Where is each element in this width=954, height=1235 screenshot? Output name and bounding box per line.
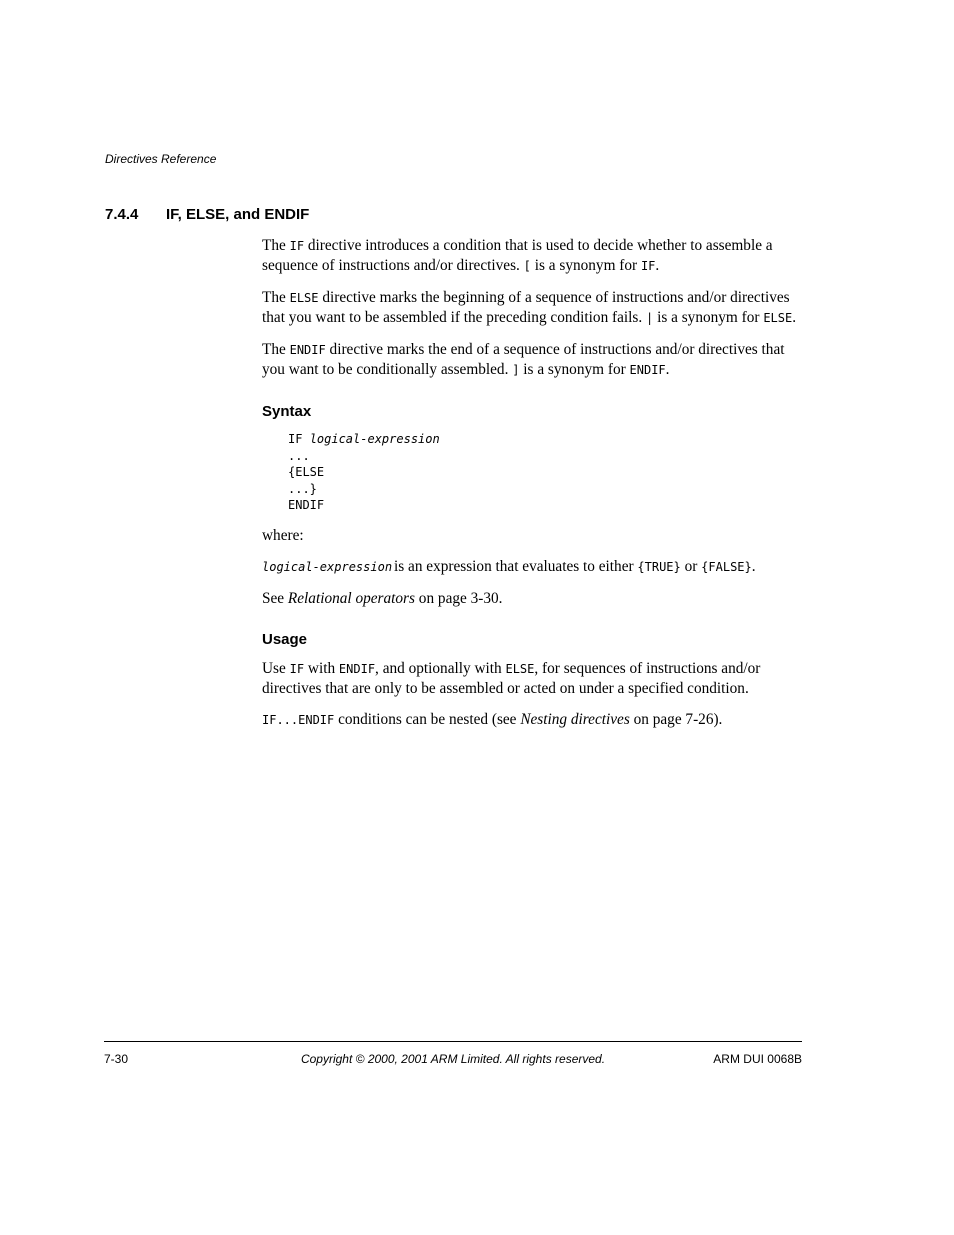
endif-description: The ENDIF directive marks the end of a sequence of instructions and/or directives that you want to be conditionally assembled. ] is a synonym for ENDIF. (262, 341, 785, 378)
syntax-code-block (288, 431, 807, 514)
usage-description: Use IF with ENDIF, and optionally with ELSE, for sequences of instructions and/or directives that are only to be assembled or acted on under a specified condition. (262, 659, 761, 697)
usage-heading: Usage (262, 630, 308, 648)
document-id: ARM DUI 0068B (713, 1052, 802, 1066)
syntax-heading: Syntax (262, 403, 312, 420)
section-heading (105, 206, 309, 223)
if-description: The IF directive introduces a condition that is used to decide whether to assemble a sequence of instructions and/or directives. [ is a synonym for IF. (262, 237, 773, 274)
running-header: Directives Reference (105, 152, 217, 166)
parameter-definition: logical-expression is an expression that evaluates to either {TRUE} or {FALSE}. (262, 557, 756, 575)
code-line-endif: ENDIF (288, 498, 325, 512)
copyright-notice: Copyright © 2000, 2001 ARM Limited. All rights reserved. (300, 1052, 606, 1066)
section-body (262, 236, 807, 742)
section-number: 7.4.4 (105, 206, 139, 223)
code-line-ellipsis: ... (288, 448, 310, 463)
nesting-note: IF...ENDIF conditions can be nested (see Nesting directives on page 7-26). (262, 710, 723, 728)
code-line-ellipsis-close: ...} (288, 481, 317, 496)
see-reference: See Relational operators on page 3-30. (262, 589, 503, 607)
relational-operators-link[interactable]: Relational operators (287, 589, 415, 607)
code-line-else: {ELSE (288, 465, 325, 479)
code-line-if: IF logical-expression (288, 432, 440, 446)
where-label: where: (262, 526, 304, 544)
footer-rule (104, 1041, 802, 1042)
parameter-term: logical-expression (262, 559, 393, 574)
else-description: The ELSE directive marks the beginning of a sequence of instructions and/or directives that you want to be assembled if the preceding condition fails. | is a synonym for ELSE. (262, 289, 797, 326)
page-number: 7-30 (104, 1052, 129, 1066)
section-title: IF, ELSE, and ENDIF (166, 206, 310, 223)
nesting-directives-link[interactable]: Nesting directives (520, 710, 630, 728)
